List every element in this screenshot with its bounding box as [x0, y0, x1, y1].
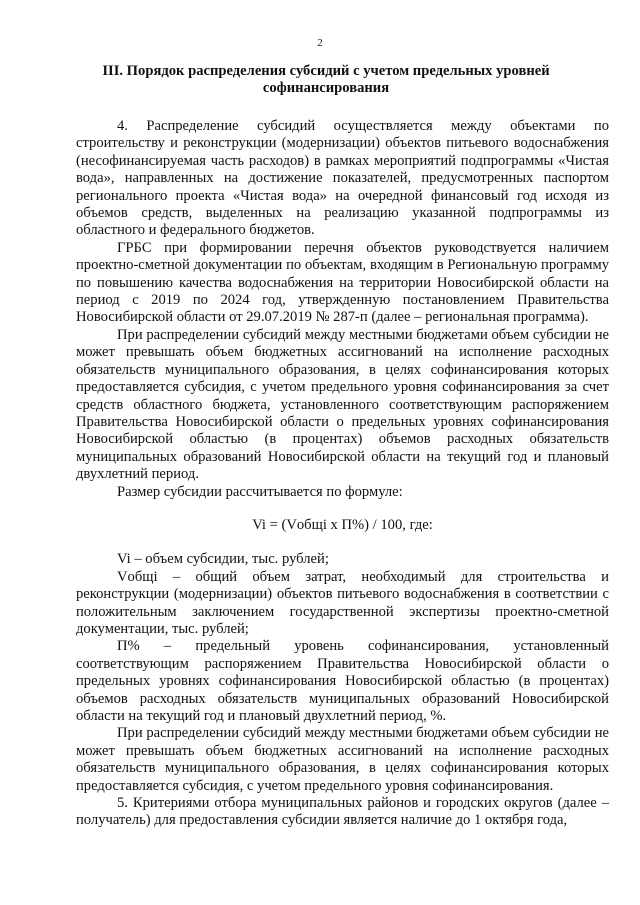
definition-percent: П% – предельный уровень софинансирования, установленный соответствующим распоряжением Правительства Новосибирской области о предельных уровнях софинансирования Новосибирской областью (в процентах) объемов расходных обязательств муниципальных образований Новосибирской области на текущий год и плановый двухлетний период, %.	[76, 638, 609, 724]
section-title: III. Порядок распределения субсидий с учетом предельных уровней софинансирования	[102, 63, 550, 96]
paragraph-subsidy-limit-repeat: При распределении субсидий между местными бюджетами объем субсидии не может превышать объем бюджетных ассигнований на исполнение расходных обязательств муниципального образования, в целях софинансирования которых предоставляется субсидия, с учетом предельного уровня софинансирования.	[76, 725, 609, 794]
paragraph-5-criteria: 5. Критериями отбора муниципальных районов и городских округов (далее – получатель) для предоставления субсидии является наличие до 1 октября года,	[76, 795, 609, 829]
definition-vobshi: Vобщi – общий объем затрат, необходимый для строительства и реконструкции (модернизации) объектов питьевого водоснабжения в соответствии с положительным заключением государственной экспертизы проектно-сметной документации, тыс. рублей;	[76, 568, 609, 637]
page-number: 2	[317, 37, 323, 49]
subsidy-formula: Vi = (Vобщi x П%) / 100, где:	[252, 516, 433, 533]
paragraph-4-distribution: 4. Распределение субсидий осуществляется между объектами по строительству и реконструкции (модернизации) объектов питьевого водоснабжения (несофинансируемая часть расходов) в рамках мероприятий подпрограммы «Чистая вода», направленных на достижение показателей, предусмотренных паспортом регионального проекта «Чистая вода» на очередной финансовый год исходя из объемов средств, выделенных на реализацию указанной подпрограммы из областного и федерального бюджетов.	[76, 118, 609, 239]
document-body	[76, 118, 609, 830]
paragraph-grbs-list: ГРБС при формировании перечня объектов руководствуется наличием проектно-сметной документации по объектам, входящим в Региональную программу по повышению качества водоснабжения на территории Новосибирской области на период с 2019 по 2024 год, утвержденную постановлением Правительства Новосибирской области от 29.07.2019 № 287-п (далее – региональная программа).	[76, 239, 609, 326]
definition-vi: Vi – объем субсидии, тыс. рублей;	[117, 551, 329, 568]
paragraph-formula-intro: Размер субсидии рассчитывается по формуле:	[117, 483, 403, 500]
paragraph-subsidy-limit: При распределении субсидий между местными бюджетами объем субсидии не может превышать объем бюджетных ассигнований на исполнение расходных обязательств муниципального образования, в целях софинансирования которых предоставляется субсидия, с учетом предельного уровня софинансирования за счет средств областного бюджета, установленного соответствующим распоряжением Правительства Новосибирской области о предельных уровнях софинансирования Новосибирской областью (в процентах) объемов расходных обязательств муниципальных образований Новосибирской области на текущий год и плановый двухлетний период.	[76, 326, 609, 483]
